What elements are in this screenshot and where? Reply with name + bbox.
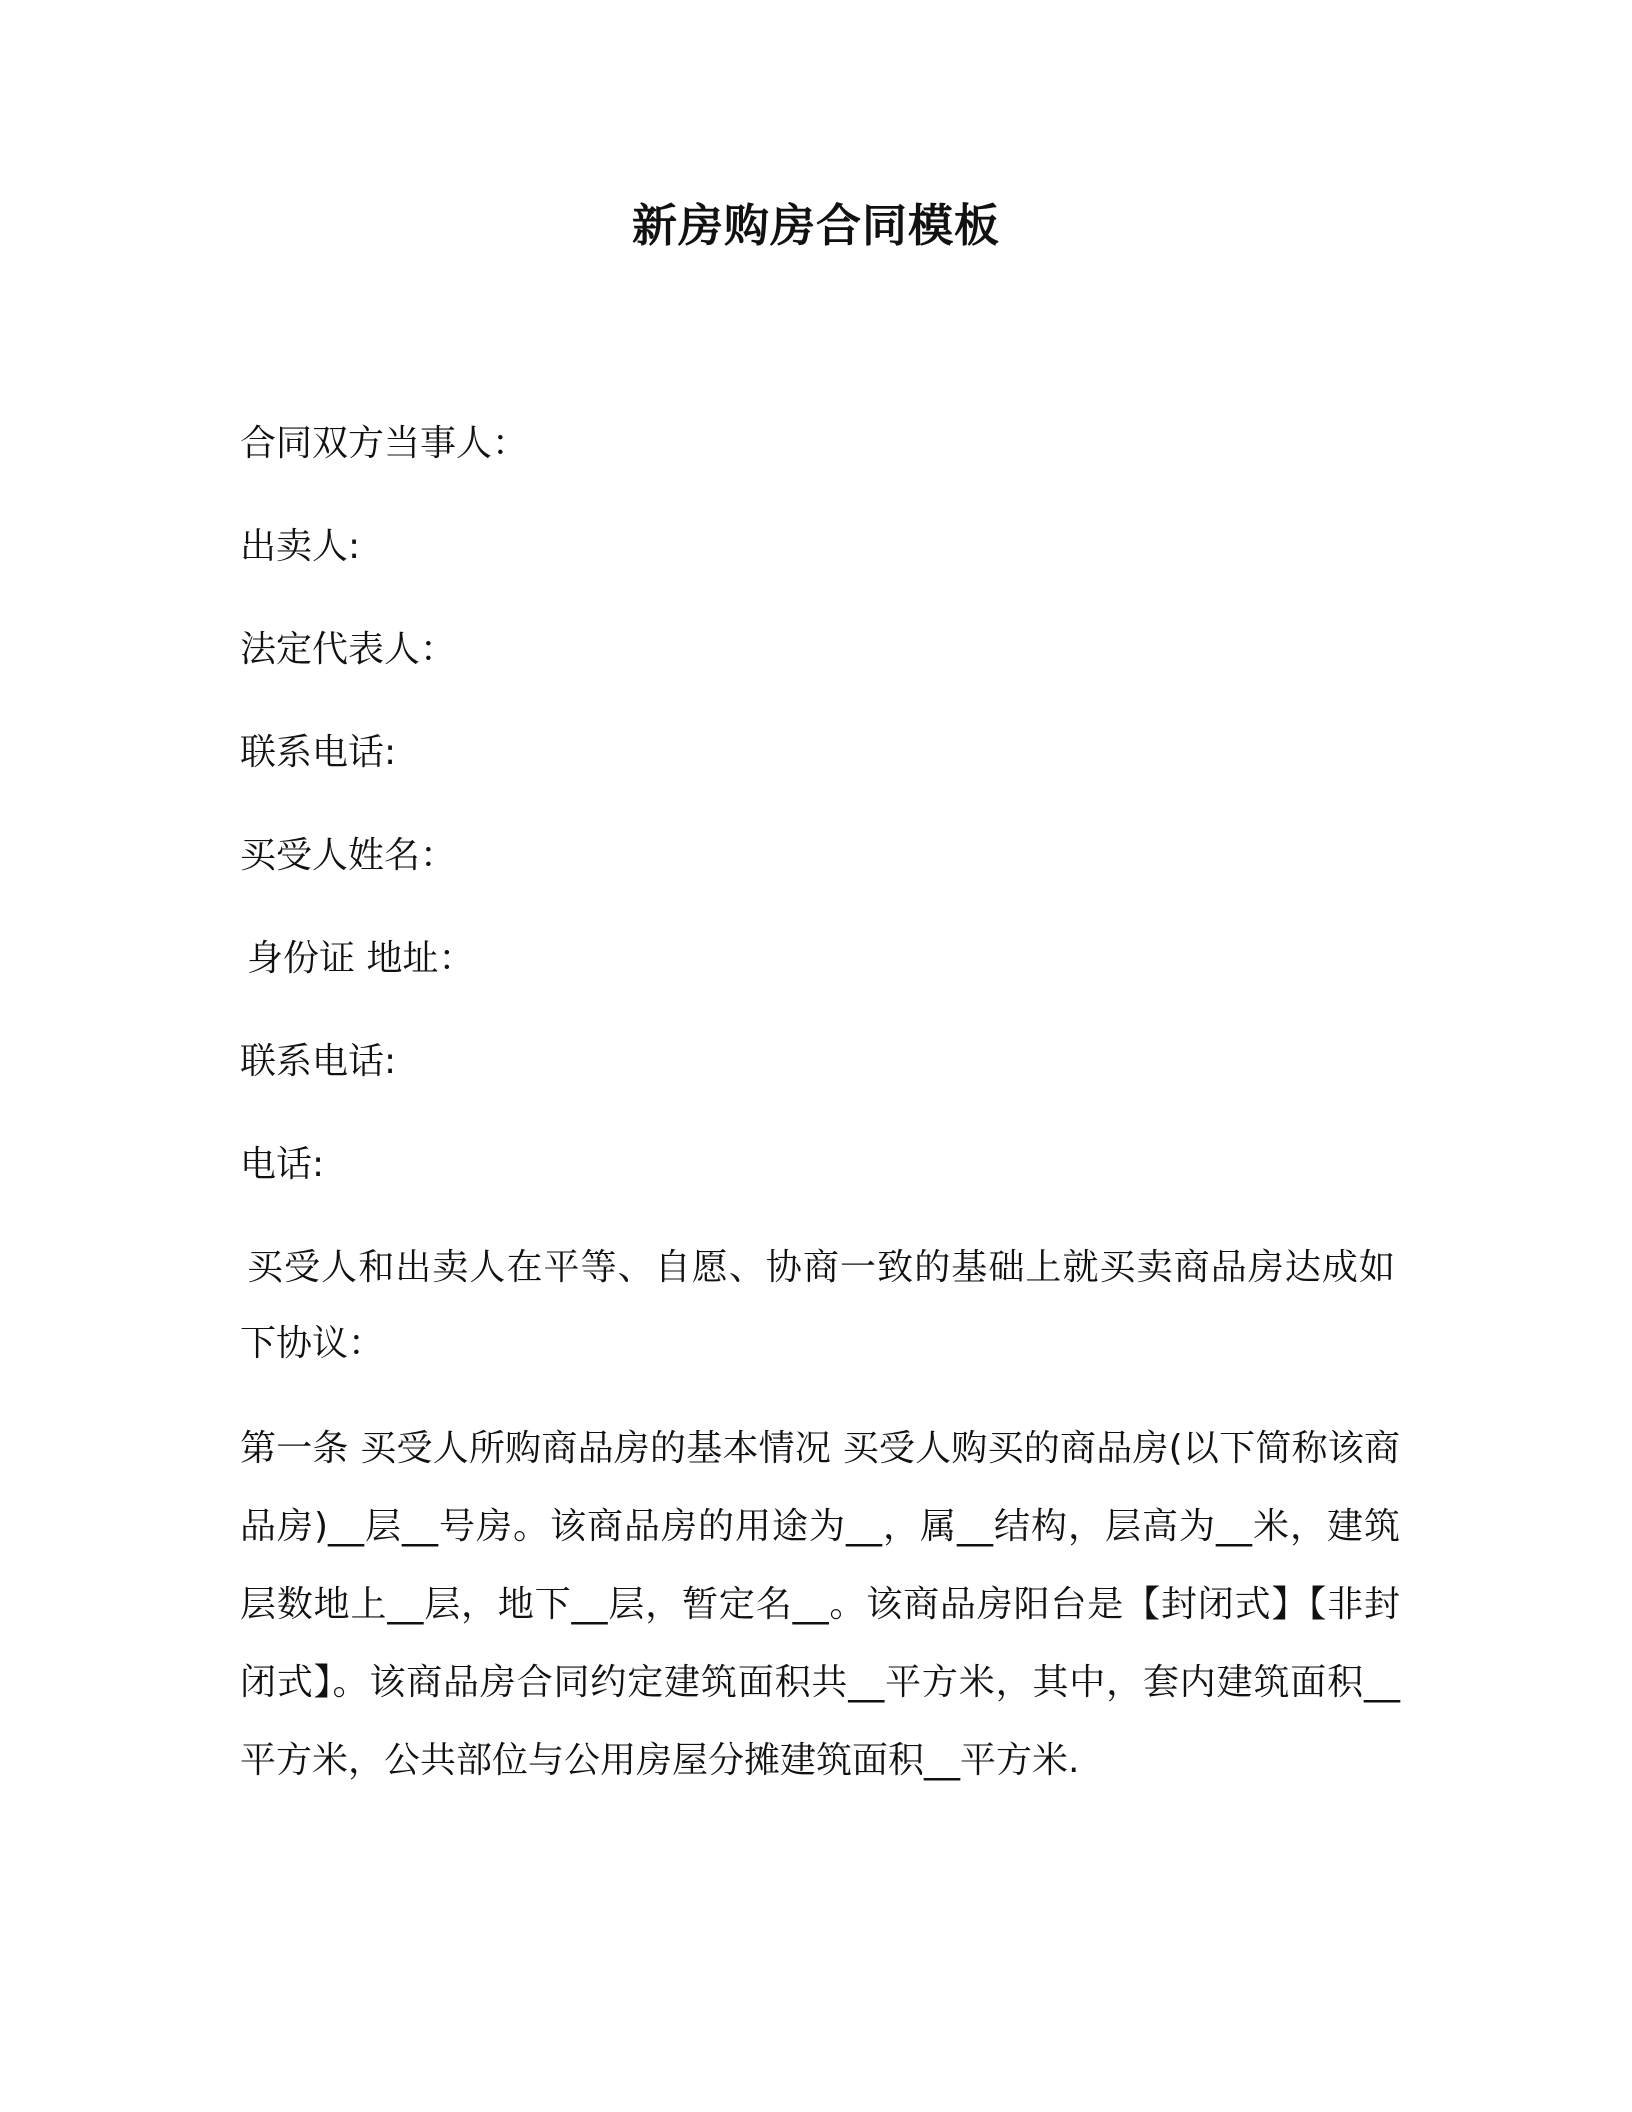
article-one-paragraph: 第一条 买受人所购商品房的基本情况 买受人购买的商品房(以下简称该商品房)__层__号房。该商品房的用途为__，属__结构，层高为__米，建筑层数地上__层，地下__层，暂定名__。该商品房阳台是【封闭式】【非封闭式】。该商品房合同约定建筑面积共__平方米，其中，套内建筑面积__平方米，公共部位与公用房屋分摊建筑面积__平方米.: [240, 1428, 1400, 1781]
seller-phone-label: 联系电话:: [240, 732, 397, 773]
buyer-name-label: 买受人姓名：: [240, 835, 457, 876]
seller-label: 出卖人:: [240, 526, 361, 567]
id-address-label: 身份证 地址：: [247, 938, 475, 979]
buyer-phone-label: 联系电话:: [240, 1041, 397, 1082]
phone-label: 电话:: [240, 1144, 325, 1185]
parties-label: 合同双方当事人：: [240, 423, 529, 464]
legal-representative-label: 法定代表人：: [240, 629, 457, 670]
document-title: 新房购房合同模板: [631, 199, 1000, 252]
agreement-intro-paragraph: [240, 1230, 1395, 1382]
agreement-intro-text: 买受人和出卖人在平等、自愿、协商一致的基础上就买卖商品房达成如下协议：: [240, 1247, 1395, 1364]
